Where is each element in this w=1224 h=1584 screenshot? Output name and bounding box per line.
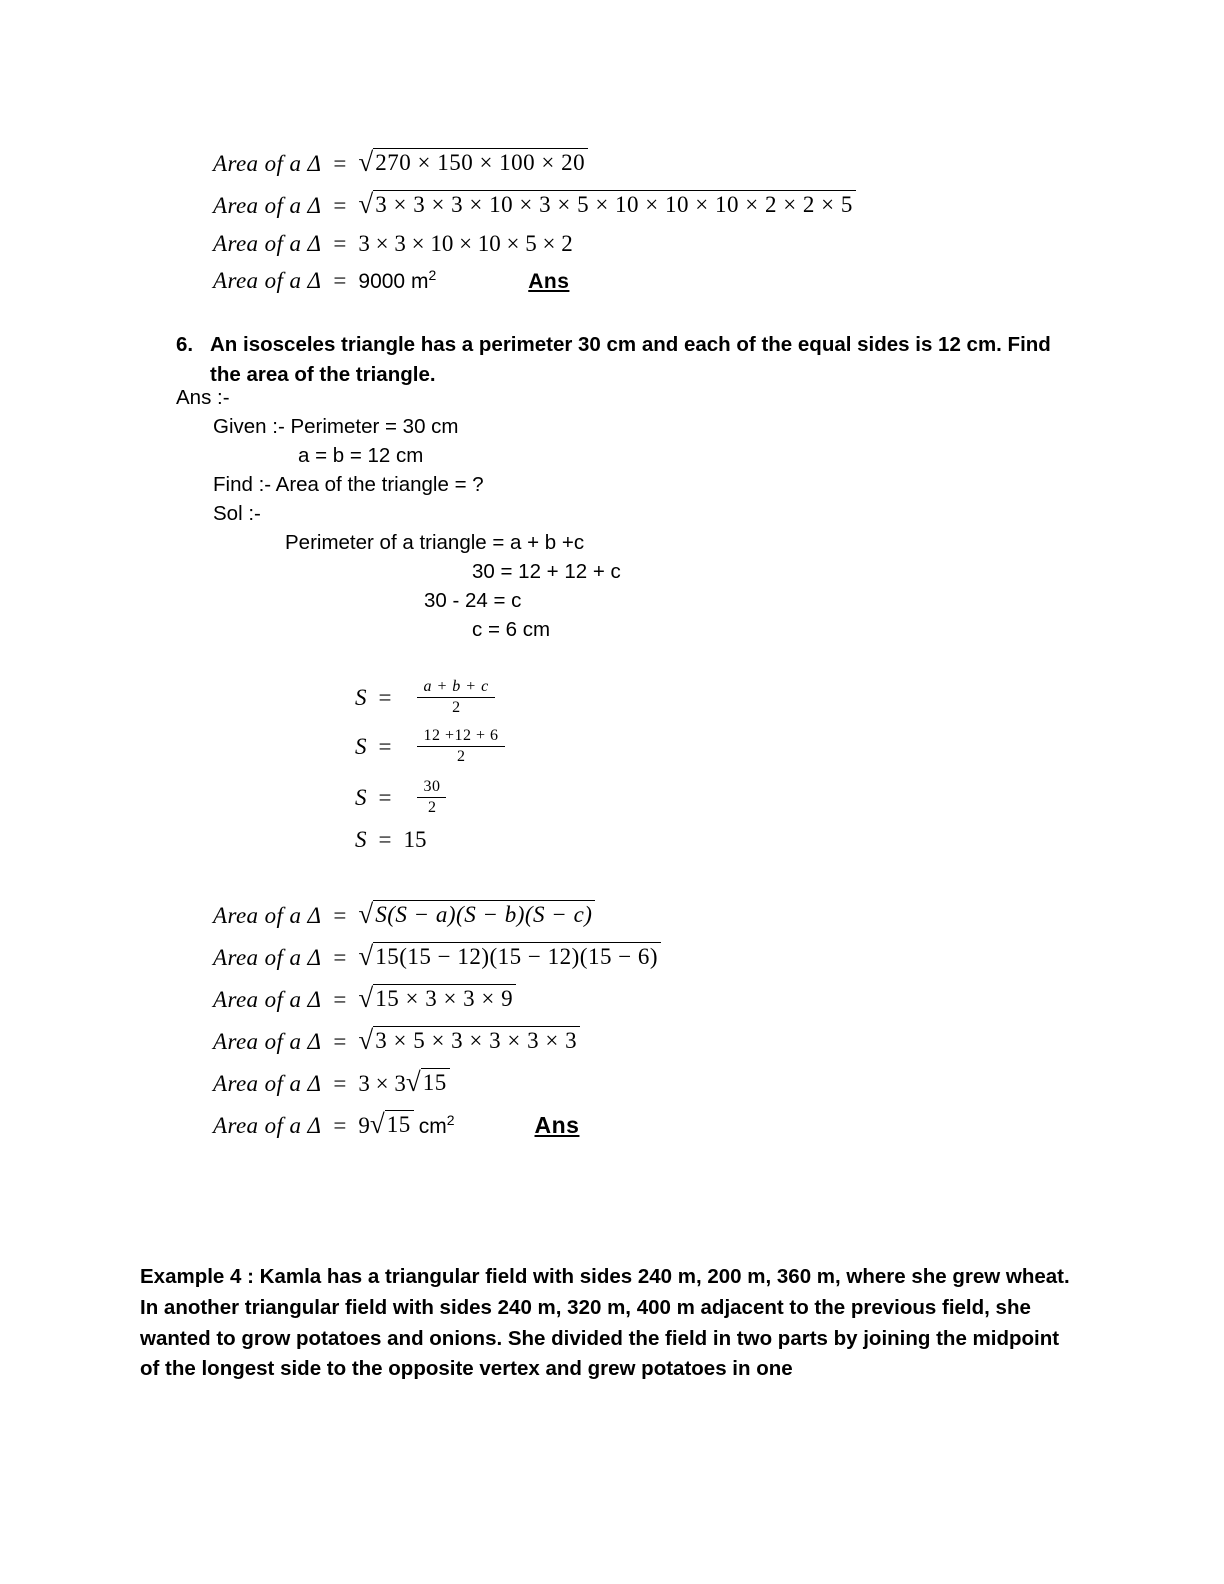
s-variable: S xyxy=(355,733,367,759)
radicand: 15 xyxy=(385,1110,414,1137)
sqrt-expression xyxy=(358,1026,580,1053)
s-step-3 xyxy=(355,778,446,817)
math-lhs: Area of a Δ xyxy=(213,231,322,256)
equals-sign: = xyxy=(333,945,347,970)
ans-label: Ans xyxy=(534,1112,580,1138)
equals-sign: = xyxy=(333,1029,347,1054)
radical-icon: √ xyxy=(358,899,374,929)
example-paragraph: Example 4 : Kamla has a triangular field with sides 240 m, 200 m, 360 m, where she grew wheat. In another triangular field with sides 240 m, 320 m, 400 m adjacent to the previous field, she wanted to grow potatoes and onions. She divided the field in two parts by joining the midpoint of the longest side to the opposite vertex and grew potatoes in one xyxy=(140,1265,1070,1381)
equals-sign: = xyxy=(333,193,347,218)
radical-icon: √ xyxy=(358,1025,374,1055)
s-variable: S xyxy=(355,827,367,852)
math-lhs: Area of a Δ xyxy=(213,1071,322,1096)
math-row-area-3 xyxy=(213,984,516,1011)
equals-sign: = xyxy=(333,1113,347,1138)
radical-icon: √ xyxy=(358,189,374,219)
equals-sign: = xyxy=(333,903,347,928)
math-rhs: 3 × 3 × 10 × 10 × 5 × 2 xyxy=(358,231,573,256)
equals-sign: = xyxy=(333,231,347,256)
radicand: 15(15 − 12)(15 − 12)(15 − 6) xyxy=(373,942,661,969)
radicand: 3 × 5 × 3 × 3 × 3 × 3 xyxy=(373,1026,580,1053)
unit-label: cm xyxy=(418,1115,447,1138)
math-lhs: Area of a Δ xyxy=(213,151,322,176)
radicand: S(S − a)(S − b)(S − c) xyxy=(373,900,595,927)
s-variable: S xyxy=(355,684,367,710)
sol-label: Sol :- xyxy=(213,502,261,525)
sqrt-expression xyxy=(358,984,516,1011)
math-row-top-3 xyxy=(213,232,573,255)
fraction-numerator: 30 xyxy=(423,778,441,795)
math-lhs: Area of a Δ xyxy=(213,987,322,1012)
fraction-denominator: 2 xyxy=(417,697,494,717)
math-prefix: 3 × 3 xyxy=(358,1071,406,1096)
s-step-4 xyxy=(355,827,426,853)
question-text: An isosceles triangle has a perimeter 30 cm and each of the equal sides is 12 cm. Find the area of the triangle. xyxy=(210,333,1051,386)
question-block xyxy=(176,330,1076,389)
given-sides: a = b = 12 cm xyxy=(298,444,424,467)
math-lhs: Area of a Δ xyxy=(213,193,322,218)
math-row-area-1 xyxy=(213,900,595,927)
s-value: 15 xyxy=(403,827,427,852)
sqrt-expression xyxy=(358,942,661,969)
fraction xyxy=(417,778,446,817)
math-lhs: Area of a Δ xyxy=(213,903,322,928)
equals-sign: = xyxy=(378,827,392,852)
find-label: Find :- Area of the triangle = ? xyxy=(213,473,484,496)
perimeter-formula: Perimeter of a triangle = a + b +c xyxy=(285,531,585,554)
sqrt-expression xyxy=(370,1110,414,1137)
s-step-1 xyxy=(355,678,495,717)
equals-sign: = xyxy=(333,1071,347,1096)
perimeter-step-1: 30 = 12 + 12 + c xyxy=(472,560,621,583)
radical-icon: √ xyxy=(369,1109,385,1139)
ans-label: Ans xyxy=(528,270,570,293)
radicand: 15 × 3 × 3 × 9 xyxy=(373,984,516,1011)
equals-sign: = xyxy=(333,268,347,293)
radical-icon: √ xyxy=(358,147,374,177)
math-row-top-1 xyxy=(213,148,588,175)
math-lhs: Area of a Δ xyxy=(213,945,322,970)
sqrt-expression xyxy=(358,190,856,217)
fraction-denominator: 2 xyxy=(417,797,446,817)
radical-icon: √ xyxy=(358,941,374,971)
perimeter-step-3: c = 6 cm xyxy=(472,618,551,641)
equals-sign: = xyxy=(333,987,347,1012)
radicand: 270 × 150 × 100 × 20 xyxy=(373,148,588,175)
sqrt-expression xyxy=(358,900,595,927)
math-row-top-2 xyxy=(213,190,856,217)
fraction xyxy=(417,727,504,766)
given-label: Given :- Perimeter = 30 cm xyxy=(213,415,459,438)
math-row-area-4 xyxy=(213,1026,580,1053)
sqrt-expression xyxy=(406,1068,450,1095)
radicand: 3 × 3 × 3 × 10 × 3 × 5 × 10 × 10 × 10 × 2 × 2 × 5 xyxy=(373,190,856,217)
math-lhs: Area of a Δ xyxy=(213,1113,322,1138)
fraction xyxy=(417,678,494,717)
equals-sign: = xyxy=(378,733,392,759)
perimeter-step-2: 30 - 24 = c xyxy=(424,589,522,612)
fraction-numerator: 12 +12 + 6 xyxy=(423,727,499,744)
math-row-area-6 xyxy=(213,1110,579,1137)
math-result xyxy=(358,268,436,292)
sqrt-expression xyxy=(358,148,588,175)
math-row-top-4 xyxy=(213,268,569,292)
superscript-two: 2 xyxy=(428,267,437,283)
equals-sign: = xyxy=(378,684,392,710)
radical-icon: √ xyxy=(358,983,374,1013)
math-prefix: 9 xyxy=(358,1113,370,1138)
fraction-denominator: 2 xyxy=(417,746,504,766)
fraction-numerator: a + b + c xyxy=(423,678,489,695)
radical-icon: √ xyxy=(405,1067,421,1097)
question-number: 6. xyxy=(176,333,194,356)
math-lhs: Area of a Δ xyxy=(213,268,322,293)
answer-label: Ans :- xyxy=(176,386,230,409)
radicand: 15 xyxy=(421,1068,450,1095)
math-lhs: Area of a Δ xyxy=(213,1029,322,1054)
result-value: 9000 m xyxy=(358,270,429,293)
superscript-two: 2 xyxy=(446,1112,455,1128)
math-row-area-5 xyxy=(213,1068,450,1095)
unit xyxy=(419,1113,455,1137)
equals-sign: = xyxy=(378,784,392,810)
s-variable: S xyxy=(355,784,367,810)
math-row-area-2 xyxy=(213,942,661,969)
equals-sign: = xyxy=(333,151,347,176)
s-step-2 xyxy=(355,727,505,766)
